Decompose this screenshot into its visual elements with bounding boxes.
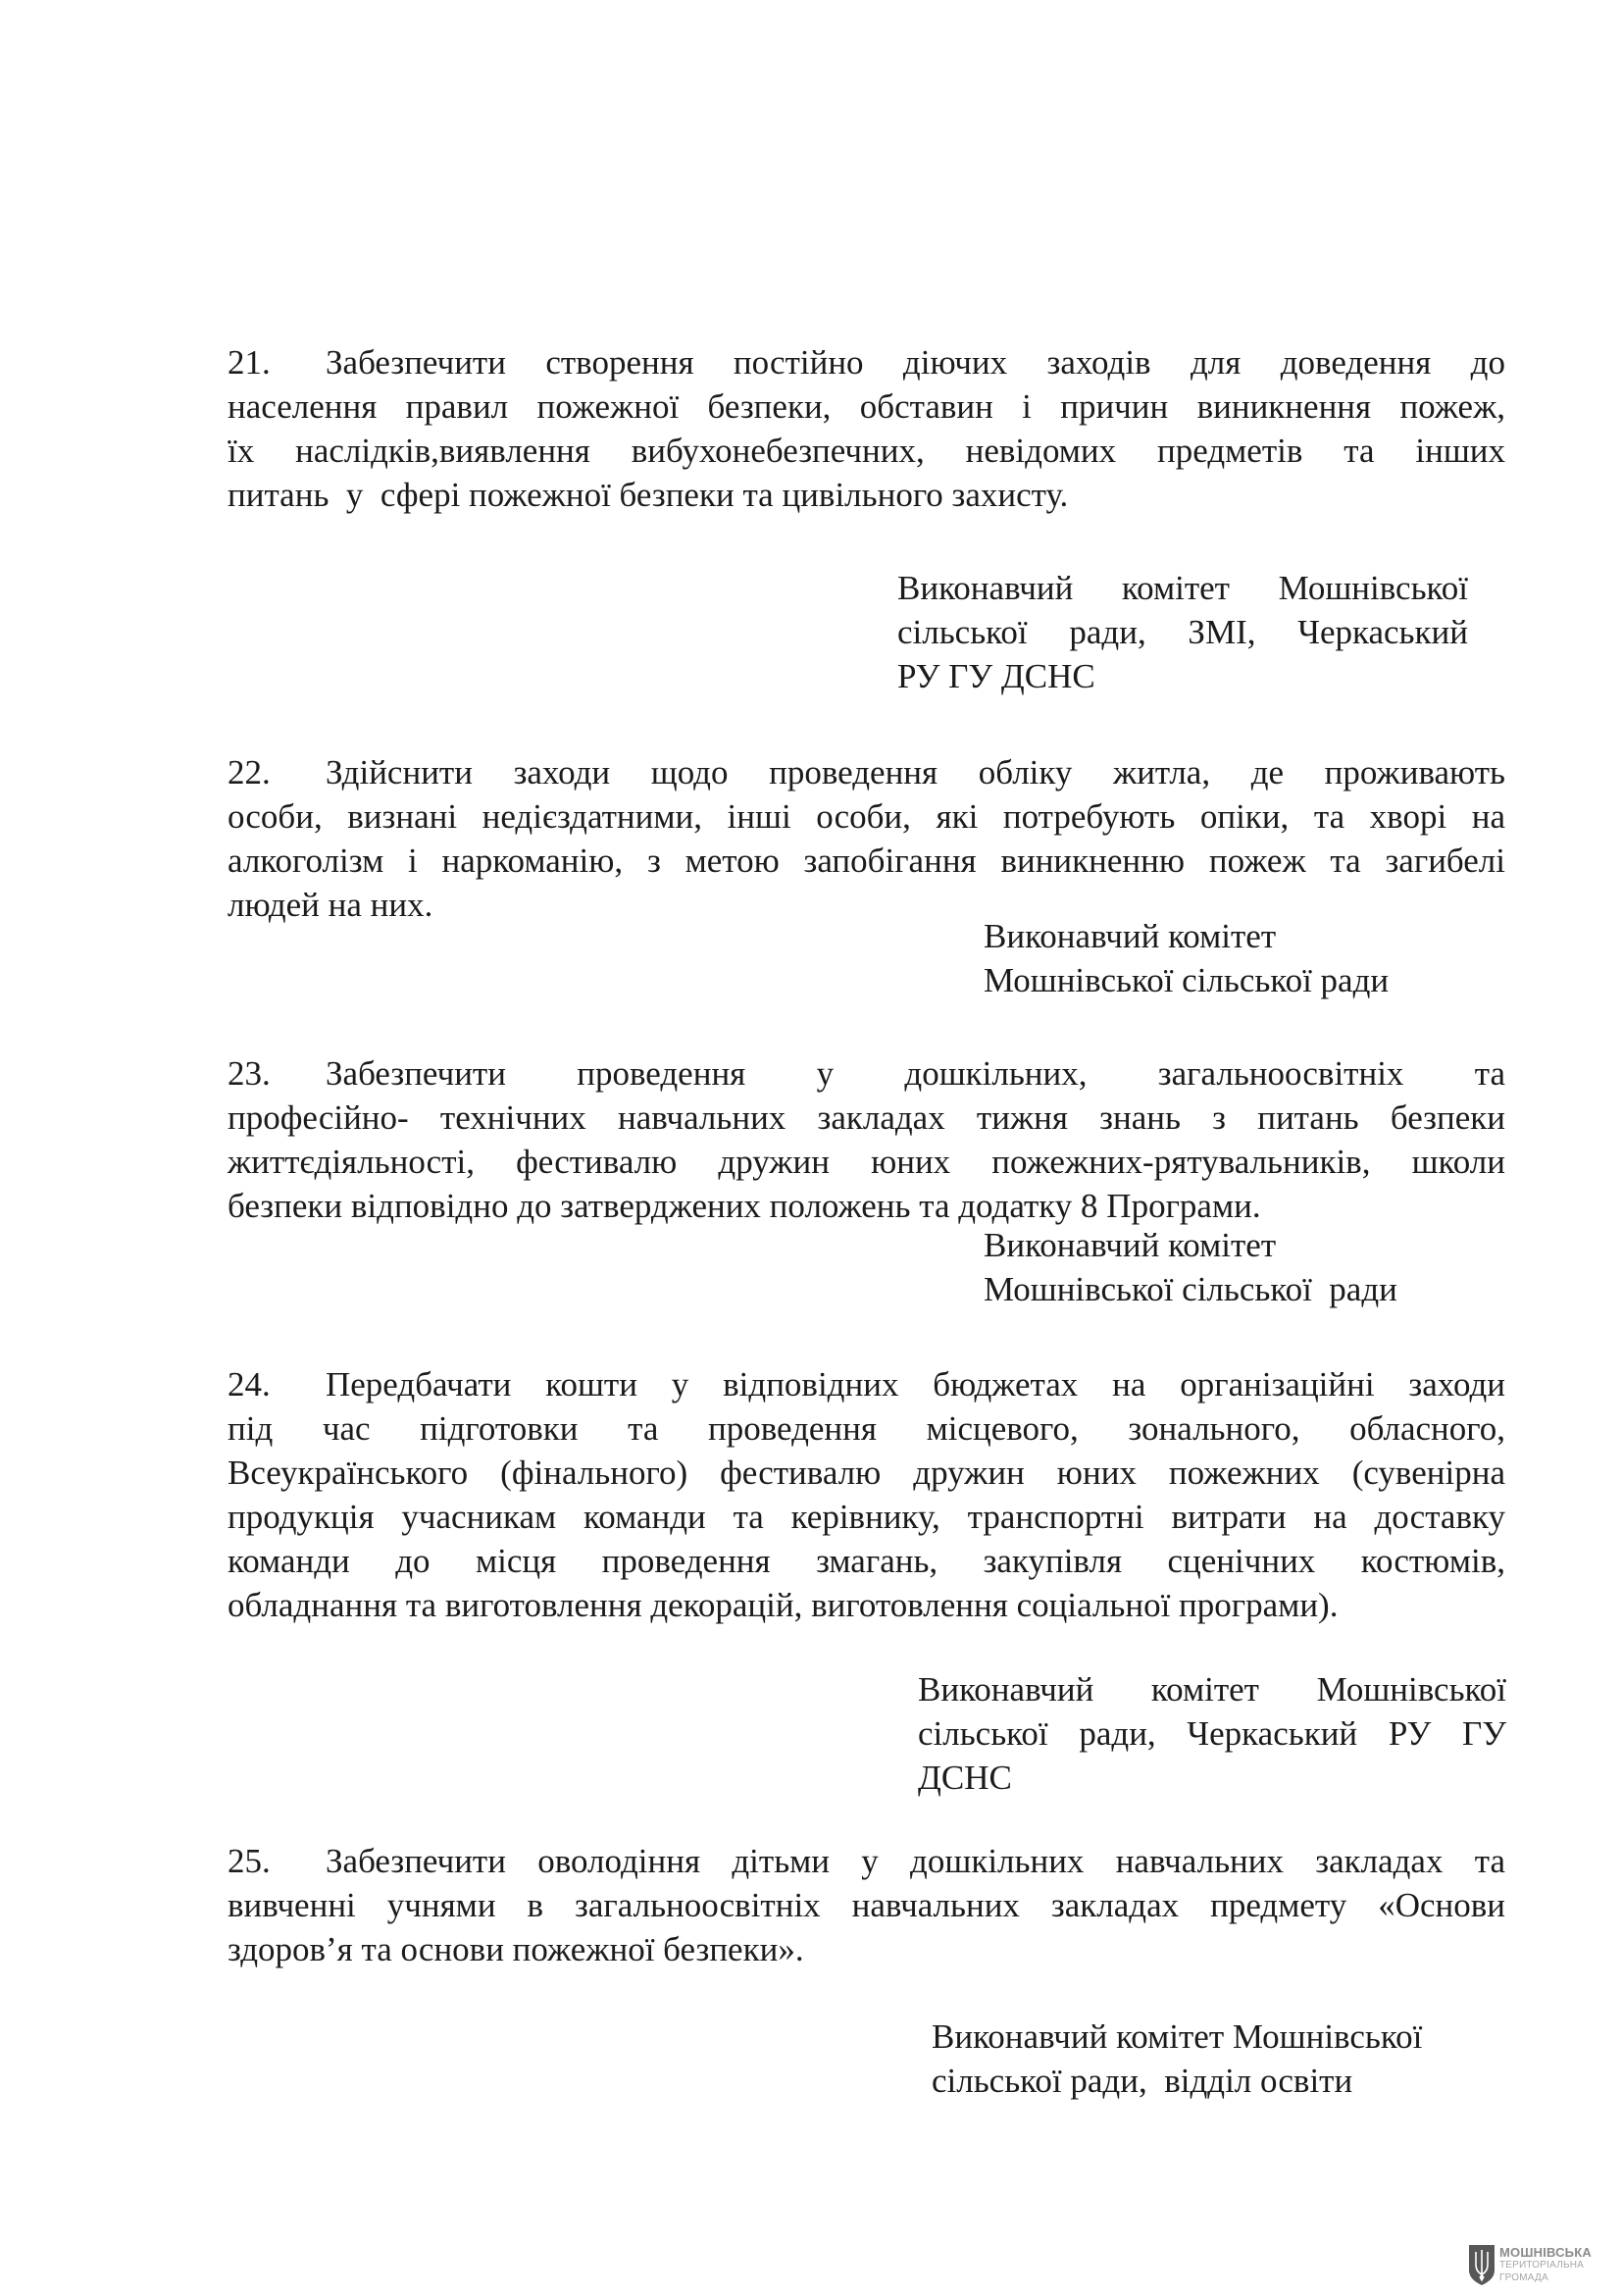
paragraph-line: Здійснити заходи щодо проведення обліку житла, де проживають: [326, 753, 1505, 791]
paragraph-21: [228, 340, 1505, 517]
paragraph-number: 22.: [228, 753, 271, 791]
executor-line: Виконавчий комітет: [984, 1226, 1277, 1264]
executor-line: Виконавчий комітет: [984, 917, 1277, 955]
executor-block-5: [932, 2015, 1486, 2103]
paragraph-24-first-line: [228, 1362, 1505, 1406]
paragraph-line: Всеукраїнського (фінального) фестивалю дружин юних пожежних (сувенірна: [228, 1454, 1505, 1492]
paragraph-line: їх наслідків,виявлення вибухонебезпечних, невідомих предметів та інших: [228, 432, 1505, 470]
paragraph-22-first-line: [228, 750, 1505, 794]
paragraph-number: 23.: [228, 1054, 271, 1093]
executor-line: РУ ГУ ДСНС: [897, 657, 1095, 695]
executor-line: Виконавчий комітет Мошнівської: [918, 1670, 1506, 1709]
executor-block-3: [984, 1223, 1513, 1311]
executor-line: сільської ради, відділ освіти: [932, 2062, 1353, 2100]
executor-line: Виконавчий комітет Мошнівської: [897, 569, 1468, 607]
executor-line: сільської ради, ЗМІ, Черкаський: [897, 613, 1468, 651]
paragraph-line: обладнання та виготовлення декорацій, виготовлення соціальної програми).: [228, 1586, 1339, 1624]
executor-line: Мошнівської сільської ради: [984, 1270, 1397, 1308]
paragraph-line: Передбачати кошти у відповідних бюджетах на організаційні заходи: [326, 1365, 1505, 1403]
paragraph-line: Забезпечити проведення у дошкільних, загальноосвітніх та: [326, 1054, 1505, 1093]
logo-title: МОШНІВСЬКА: [1499, 2245, 1592, 2260]
paragraph-line: Забезпечити оволодіння дітьми у дошкільних навчальних закладах та: [326, 1842, 1505, 1880]
paragraph-number: 25.: [228, 1842, 271, 1880]
paragraph-line: здоров’я та основи пожежної безпеки».: [228, 1930, 804, 1968]
paragraph-line: продукція учасникам команди та керівнику, транспортні витрати на доставку: [228, 1498, 1505, 1536]
paragraph-line: особи, визнані недієздатними, інші особи, які потребують опіки, та хворі на: [228, 797, 1505, 836]
paragraph-line: команди до місця проведення змагань, закупівля сценічних костюмів,: [228, 1542, 1505, 1580]
paragraph-24: [228, 1362, 1505, 1627]
executor-line: Виконавчий комітет Мошнівської: [932, 2017, 1423, 2056]
paragraph-number: 21.: [228, 343, 271, 382]
paragraph-line: питань у сфері пожежної безпеки та цивільного захисту.: [228, 476, 1069, 514]
paragraph-line: безпеки відповідно до затверджених положень та додатку 8 Програми.: [228, 1187, 1261, 1225]
paragraph-line: населення правил пожежної безпеки, обставин і причин виникнення пожеж,: [228, 387, 1505, 426]
paragraph-line: професійно- технічних навчальних закладах тижня знань з питань безпеки: [228, 1098, 1505, 1137]
paragraph-line: алкоголізм і наркоманію, з метою запобігання виникненню пожеж та загибелі: [228, 842, 1505, 880]
paragraph-23-first-line: [228, 1051, 1505, 1096]
paragraph-line: Забезпечити створення постійно діючих заходів для доведення до: [326, 343, 1505, 382]
logo-subtitle-2: ГРОМАДА: [1499, 2272, 1548, 2283]
logo-subtitle-1: ТЕРИТОРІАЛЬНА: [1499, 2260, 1585, 2270]
paragraph-line: під час підготовки та проведення місцевого, зонального, обласного,: [228, 1409, 1505, 1448]
paragraph-number: 24.: [228, 1365, 271, 1403]
paragraph-23: [228, 1051, 1505, 1228]
executor-line: ДСНС: [918, 1759, 1012, 1797]
paragraph-line: людей на них.: [228, 886, 433, 924]
executor-block-2: [984, 914, 1513, 1002]
paragraph-22: [228, 750, 1505, 927]
logo-text: [1499, 2244, 1592, 2284]
paragraph-21-first-line: [228, 340, 1505, 384]
community-logo: [1468, 2244, 1592, 2291]
paragraph-25-first-line: [228, 1839, 1505, 1883]
paragraph-line: вивченні учнями в загальноосвітніх навчальних закладах предмету «Основи: [228, 1886, 1505, 1924]
executor-block-1: [897, 566, 1468, 698]
executor-block-4: [918, 1667, 1506, 1800]
executor-line: сільської ради, Черкаський РУ ГУ: [918, 1714, 1506, 1753]
paragraph-25: [228, 1839, 1505, 1971]
executor-line: Мошнівської сільської ради: [984, 961, 1390, 999]
trident-shield-icon: [1468, 2244, 1495, 2291]
paragraph-line: життєдіяльності, фестивалю дружин юних пожежних-рятувальників, школи: [228, 1143, 1505, 1181]
